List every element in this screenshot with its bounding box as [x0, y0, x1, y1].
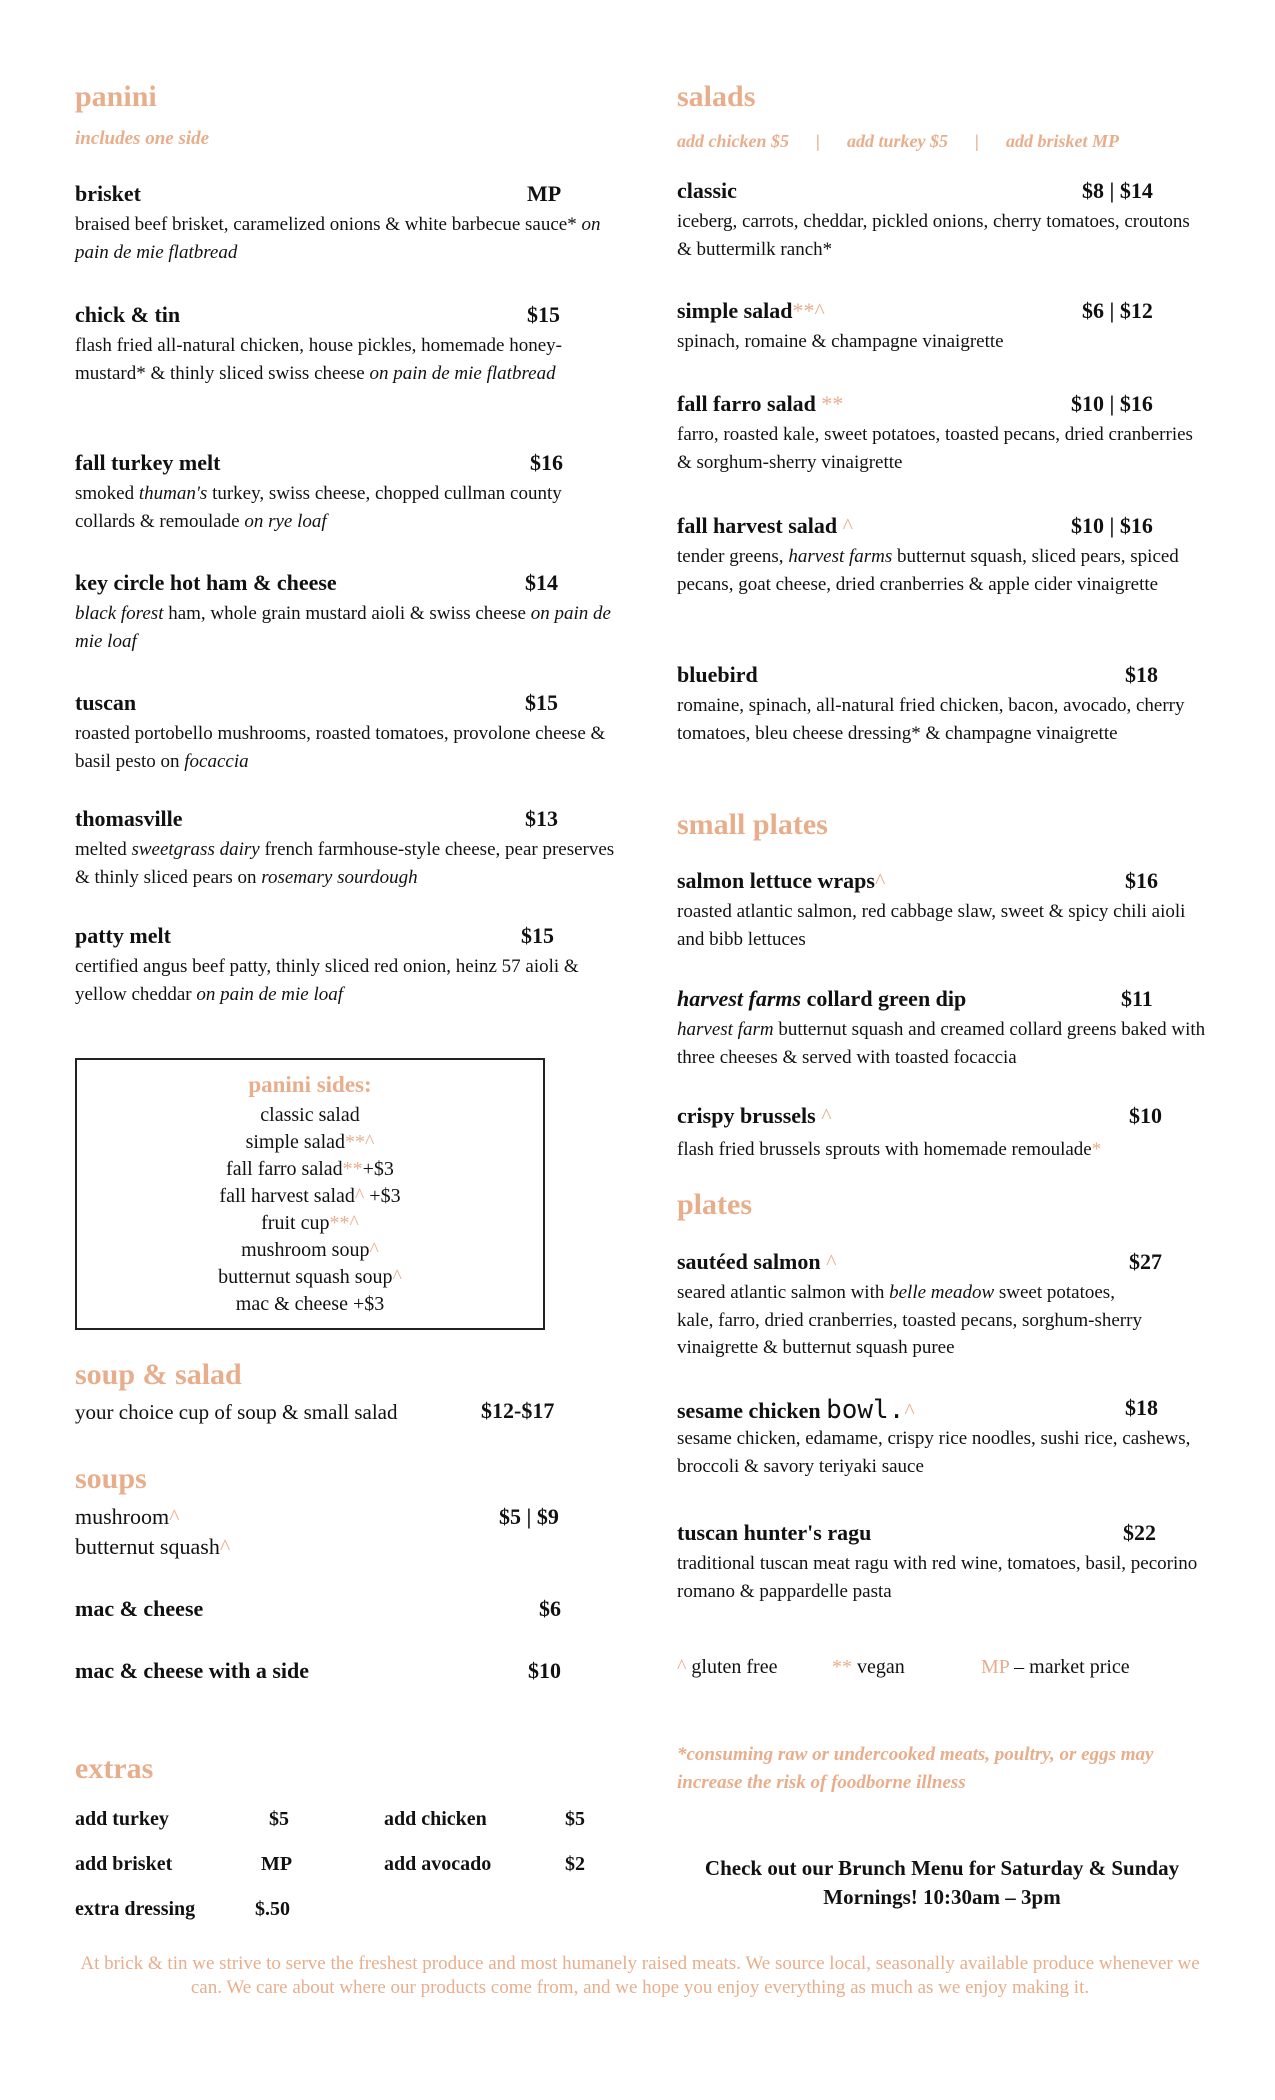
side-item: fall farro salad**+$3: [226, 1158, 394, 1180]
item-name: chick & tin: [75, 302, 181, 327]
item-description: sesame chicken, edamame, crispy rice noodles, sushi rice, cashews, broccoli & savory teriyaki sauce: [677, 1428, 1191, 1477]
item-price: $10 | $16: [1071, 391, 1153, 416]
plates-heading: plates: [677, 1188, 752, 1221]
item-description: melted sweetgrass dairy french farmhouse-style cheese, pear preserves & thinly sliced pears on rosemary sourdough: [75, 839, 615, 888]
menu-item-tuscan: [75, 690, 615, 775]
item-description: roasted portobello mushrooms, roasted tomatoes, provolone cheese & basil pesto on focaccia: [75, 723, 606, 772]
item-price: $15: [525, 690, 558, 715]
item-name: harvest farms collard green dip: [677, 986, 967, 1011]
side-item: mac & cheese +$3: [235, 1293, 385, 1315]
item-description: black forest ham, whole grain mustard aioli & swiss cheese on pain de mie loaf: [75, 603, 611, 652]
soups-price: $5 | $9: [499, 1504, 559, 1529]
item-price: $10: [1129, 1103, 1162, 1128]
item-description: harvest farm butternut squash and creamed collard greens baked with three cheeses & served with toasted focaccia: [677, 1019, 1206, 1068]
legend-market-price: MP – market price: [981, 1656, 1130, 1678]
item-description: roasted atlantic salmon, red cabbage slaw, sweet & spicy chili aioli and bibb lettuces: [677, 901, 1186, 950]
item-description: smoked thuman's turkey, swiss cheese, chopped cullman county collards & remoulade on rye loaf: [75, 483, 562, 532]
item-price: $8 | $14: [1082, 178, 1153, 203]
item-price: $15: [521, 923, 554, 948]
menu-item-ragu: [677, 1520, 1207, 1605]
side-item: simple salad**^: [245, 1131, 375, 1153]
item-name: crispy brussels ^: [677, 1103, 832, 1128]
menu-item-simple-salad: [677, 298, 1207, 356]
menu-item-salmon: [677, 1249, 1207, 1362]
item-price: $22: [1123, 1520, 1156, 1545]
mac-side-name: mac & cheese with a side: [75, 1658, 310, 1683]
extra-price: $5: [269, 1808, 289, 1830]
item-name: tuscan hunter's ragu: [677, 1520, 872, 1545]
item-price: $16: [530, 450, 563, 475]
panini-subtitle: includes one side: [75, 128, 210, 149]
menu-item-sesame-bowl: [677, 1395, 1207, 1480]
item-name: sesame chicken bowl.^: [677, 1395, 915, 1425]
item-name: fall farro salad **: [677, 391, 844, 416]
side-item: classic salad: [260, 1104, 360, 1126]
soup-salad-heading: soup & salad: [75, 1358, 242, 1391]
item-name: key circle hot ham & cheese: [75, 570, 337, 595]
food-safety-disclaimer: *consuming raw or undercooked meats, poultry, or eggs may increase the risk of foodborne illness: [677, 1744, 1154, 1793]
side-item: fall harvest salad^ +$3: [219, 1185, 401, 1207]
menu-item-bluebird: [677, 662, 1207, 747]
extra-price: $.50: [255, 1898, 290, 1920]
panini-sides-heading: panini sides:: [248, 1072, 372, 1097]
item-price: $15: [527, 302, 560, 327]
item-price: $6 | $12: [1082, 298, 1153, 323]
soup-salad-price: $12-$17: [481, 1398, 555, 1423]
small-plates-heading: small plates: [677, 808, 828, 841]
legend-gluten-free: ^ gluten free: [677, 1656, 778, 1678]
menu-item-salmon-wraps: [677, 868, 1207, 953]
mac-cheese-name: mac & cheese: [75, 1596, 204, 1621]
item-price: $18: [1125, 662, 1158, 687]
item-price: $14: [525, 570, 558, 595]
extra-price: $2: [565, 1853, 585, 1875]
soup-salad-description: your choice cup of soup & small salad: [75, 1400, 398, 1424]
item-description: romaine, spinach, all-natural fried chicken, bacon, avocado, cherry tomatoes, bleu cheese dressing* & champagne vinaigrette: [677, 695, 1185, 744]
extra-name: add chicken: [384, 1808, 487, 1830]
extra-name: add brisket: [75, 1853, 173, 1875]
menu-item-harvest-salad: [677, 513, 1207, 598]
item-description: iceberg, carrots, cheddar, pickled onions, cherry tomatoes, croutons & buttermilk ranch*: [677, 211, 1190, 260]
item-price: $27: [1129, 1249, 1162, 1274]
menu-item-turkey-melt: [75, 450, 615, 535]
salad-addons: add chicken $5 | add turkey $5 | add brisket MP: [677, 131, 1119, 151]
side-item: fruit cup**^: [261, 1212, 359, 1234]
item-description: flash fried brussels sprouts with homemade remoulade*: [677, 1139, 1102, 1160]
item-price: $18: [1125, 1395, 1158, 1420]
item-description: certified angus beef patty, thinly sliced red onion, heinz 57 aioli & yellow cheddar on pain de mie loaf: [75, 956, 579, 1005]
extra-name: add avocado: [384, 1853, 492, 1875]
menu-item-ham-cheese: [75, 570, 615, 655]
extra-price: MP: [261, 1853, 293, 1875]
item-name: simple salad**^: [677, 298, 825, 323]
extra-price: $5: [565, 1808, 585, 1830]
side-item: butternut squash soup^: [218, 1266, 402, 1288]
item-name: patty melt: [75, 923, 171, 948]
item-name: classic: [677, 178, 737, 203]
item-name: fall harvest salad ^: [677, 513, 853, 538]
item-name: tuscan: [75, 690, 137, 715]
item-name: bluebird: [677, 662, 758, 687]
extra-name: add turkey: [75, 1808, 169, 1830]
mac-cheese-price: $6: [539, 1596, 561, 1621]
item-price: $13: [525, 806, 558, 831]
item-description: farro, roasted kale, sweet potatoes, toasted pecans, dried cranberries & sorghum-sherry vinaigrette: [677, 424, 1193, 473]
menu-item-collard-dip: [677, 986, 1207, 1071]
menu-item-patty-melt: [75, 923, 615, 1008]
item-name: thomasville: [75, 806, 183, 831]
item-description: spinach, romaine & champagne vinaigrette: [677, 331, 1004, 352]
side-item: mushroom soup^: [241, 1239, 379, 1261]
legend-vegan: ** vegan: [832, 1656, 905, 1678]
item-price: $11: [1121, 986, 1153, 1011]
salads-heading: salads: [677, 80, 756, 113]
menu-item-farro-salad: [677, 391, 1207, 476]
item-description: traditional tuscan meat ragu with red wine, tomatoes, basil, pecorino romano & pappardelle pasta: [677, 1553, 1198, 1602]
menu-item-brussels: [677, 1103, 1207, 1164]
item-name: brisket: [75, 181, 141, 206]
soup-butternut: butternut squash^: [75, 1534, 231, 1559]
item-name: sautéed salmon ^: [677, 1249, 837, 1274]
item-name: salmon lettuce wraps^: [677, 868, 886, 893]
item-price: $10 | $16: [1071, 513, 1153, 538]
menu-item-chick-tin: [75, 302, 615, 387]
item-description: braised beef brisket, caramelized onions & white barbecue sauce* on pain de mie flatbread: [75, 214, 601, 263]
item-price: MP: [527, 181, 562, 206]
brunch-notice: Check out our Brunch Menu for Saturday & Sunday Mornings! 10:30am – 3pm: [704, 1856, 1180, 1909]
extras-heading: extras: [75, 1752, 154, 1785]
item-description: seared atlantic salmon with belle meadow sweet potatoes, kale, farro, dried cranberries, toasted pecans, sorghum-sherry vinaigrette & butternut squash puree: [677, 1282, 1142, 1358]
item-description: flash fried all-natural chicken, house pickles, homemade honey-mustard* & thinly sliced swiss cheese on pain de mie flatbread: [75, 335, 562, 384]
item-name: fall turkey melt: [75, 450, 221, 475]
soups-heading: soups: [75, 1462, 147, 1495]
panini-heading: panini: [75, 80, 157, 113]
item-description: tender greens, harvest farms butternut squash, sliced pears, spiced pecans, goat cheese, dried cranberries & apple cider vinaigrette: [677, 546, 1179, 595]
extra-name: extra dressing: [75, 1898, 196, 1920]
footer-statement: At brick & tin we strive to serve the freshest produce and most humanely raised meats. We source local, seasonally available produce whenever we can. We care about where our products come from, and we hope you enjoy everything as much as we enjoy making it.: [80, 1953, 1200, 1998]
item-price: $16: [1125, 868, 1158, 893]
menu-item-brisket: [75, 181, 615, 266]
mac-side-price: $10: [528, 1658, 561, 1683]
menu-item-thomasville: [75, 806, 615, 891]
soup-mushroom: mushroom^: [75, 1504, 180, 1529]
menu-item-classic-salad: [677, 178, 1207, 263]
panini-sides-box: [75, 1058, 545, 1330]
